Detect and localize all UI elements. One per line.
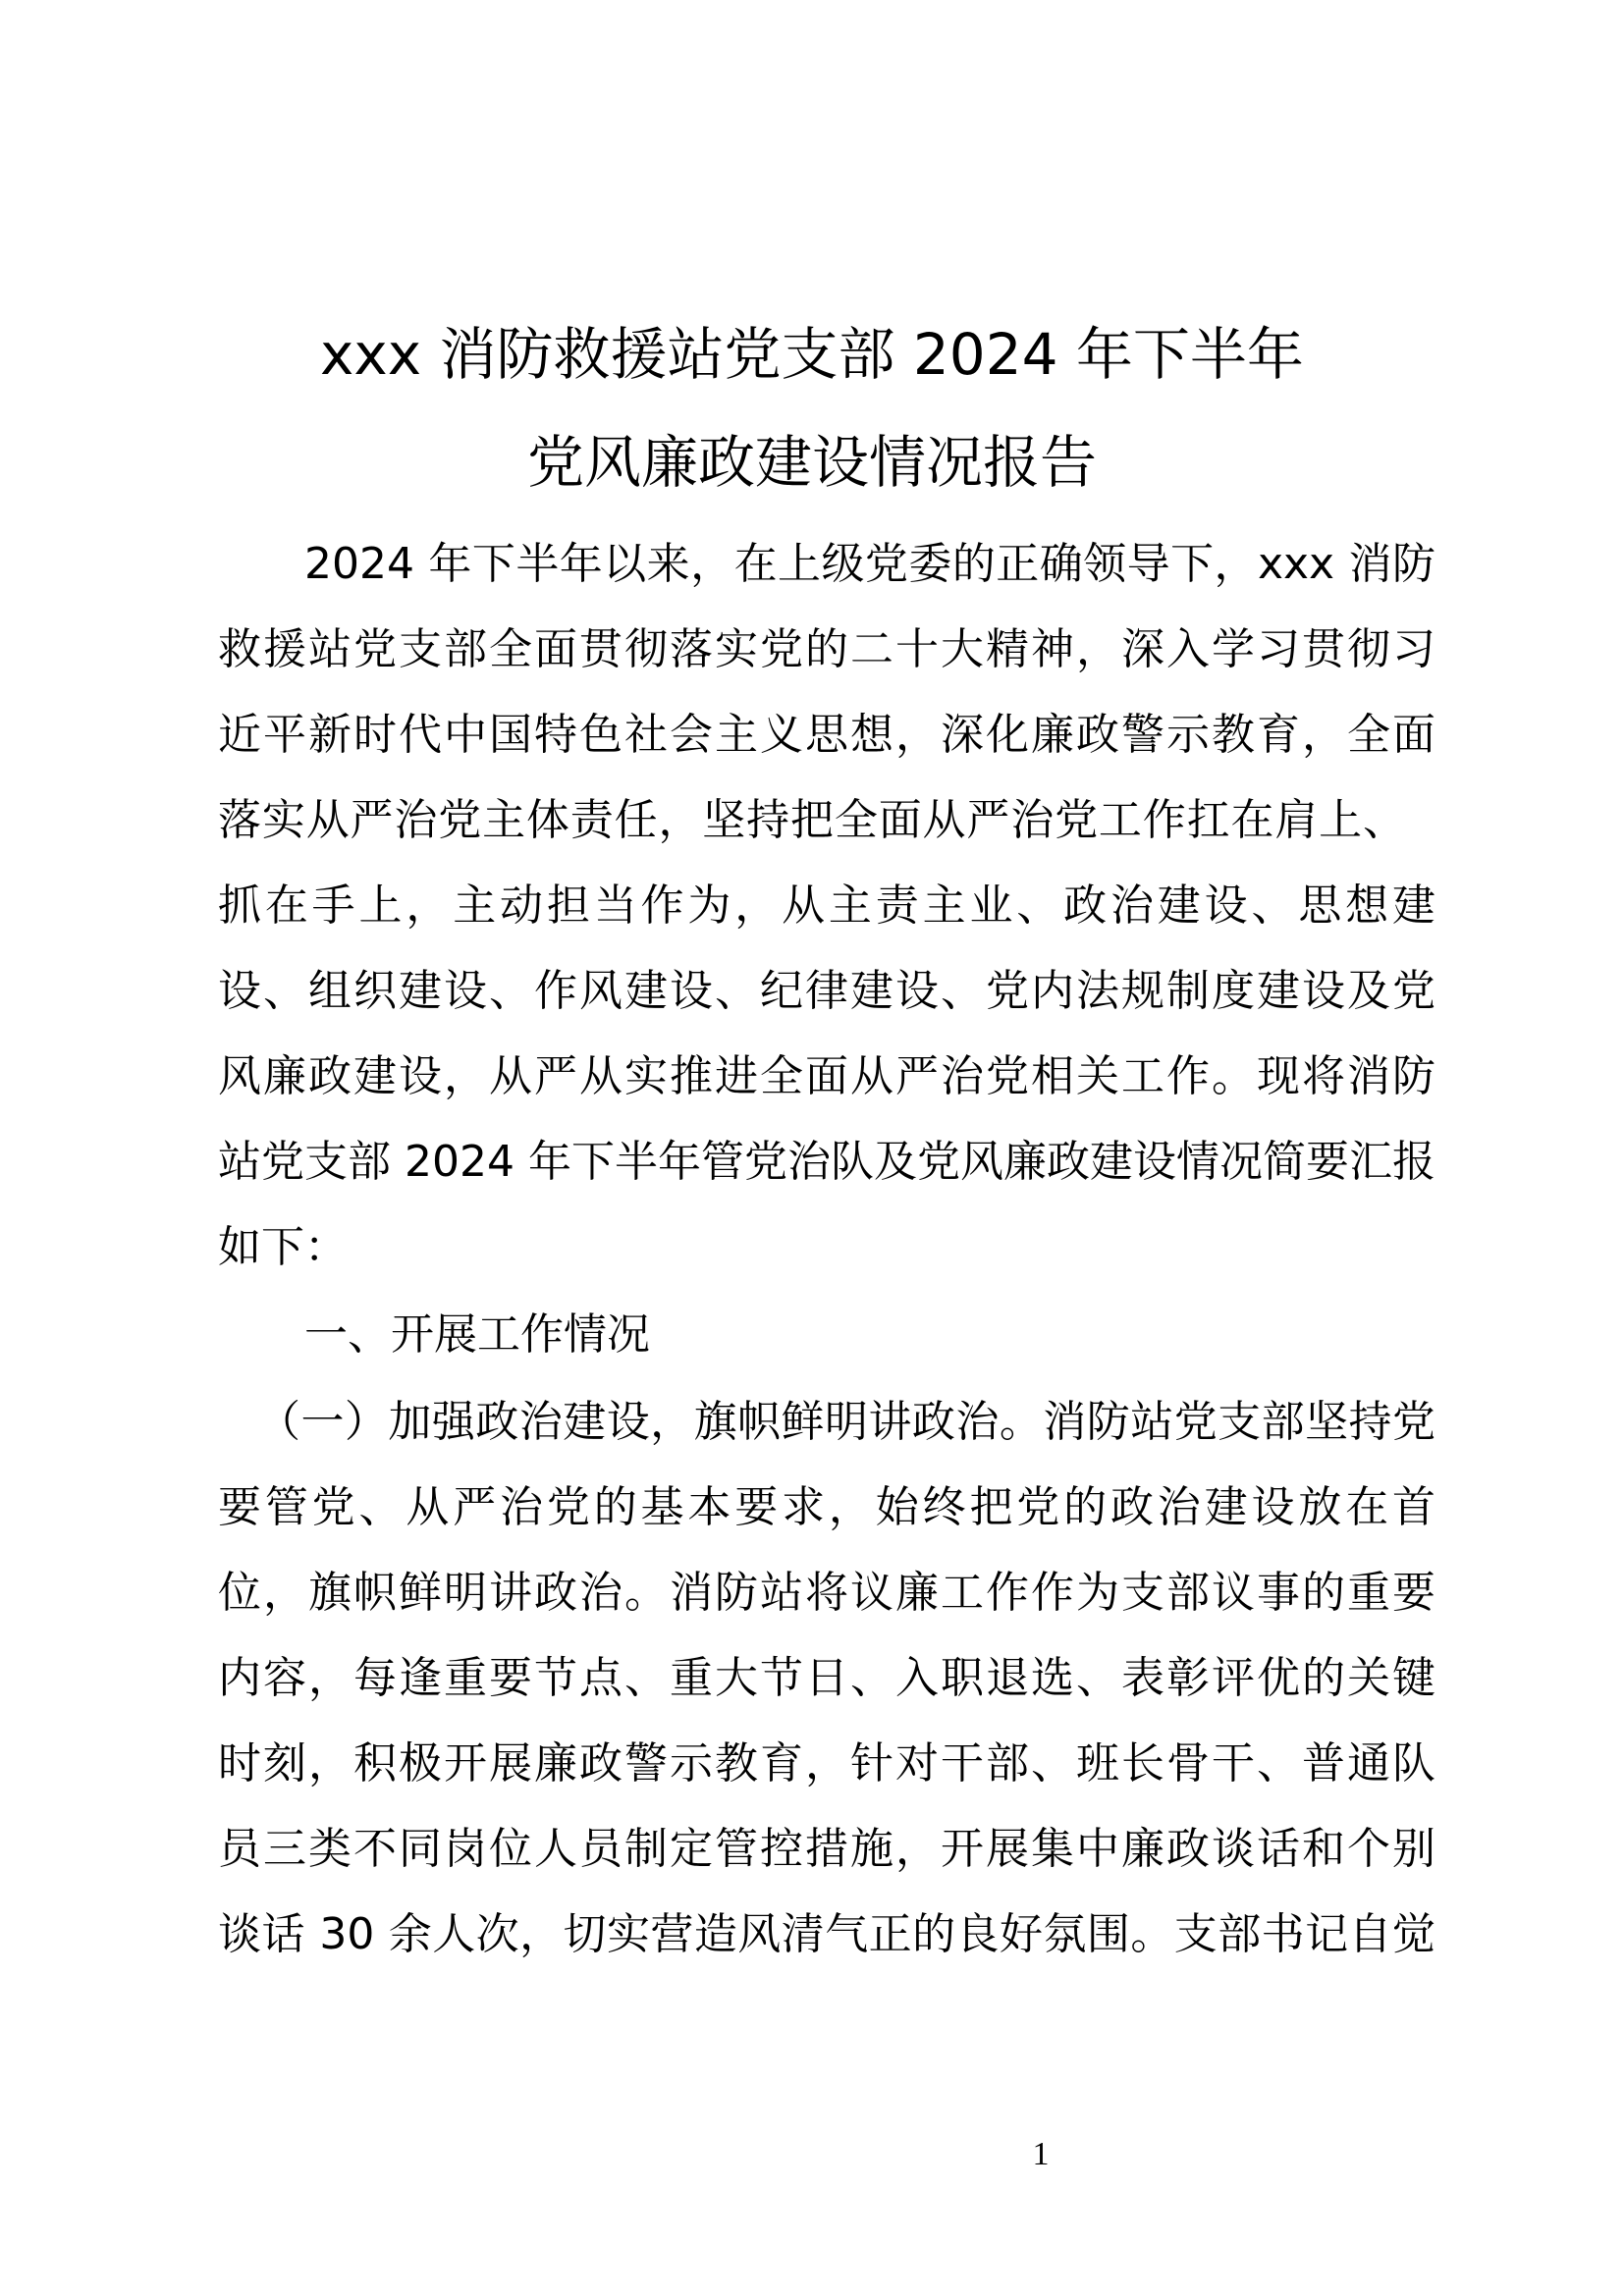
- subsection-1-line-6: 员三类不同岗位人员制定管控措施，开展集中廉政谈话和个别: [218, 1824, 1435, 1874]
- intro-line-9: 如下：: [218, 1222, 348, 1272]
- document-title-line-2: 党风廉政建设情况报告: [526, 429, 1097, 496]
- intro-line-3: 近平新时代中国特色社会主义思想，深化廉政警示教育，全面: [218, 710, 1435, 760]
- intro-line-6: 设、组织建设、作风建设、纪律建设、党内法规制度建设及党: [218, 966, 1435, 1016]
- intro-line-8: 站党支部 2024 年下半年管党治队及党风廉政建设情况简要汇报: [218, 1137, 1435, 1187]
- intro-line-2: 救援站党支部全面贯彻落实党的二十大精神，深入学习贯彻习: [218, 624, 1435, 674]
- intro-line-7: 风廉政建设，从严从实推进全面从严治党相关工作。现将消防: [218, 1051, 1435, 1101]
- intro-line-5: 抓在手上，主动担当作为，从主责主业、政治建设、思想建: [218, 881, 1435, 931]
- subsection-1-line-3: 位，旗帜鲜明讲政治。消防站将议廉工作作为支部议事的重要: [218, 1568, 1435, 1618]
- subsection-1-line-7: 谈话 30 余人次，切实营造风清气正的良好氛围。支部书记自觉: [218, 1909, 1435, 1959]
- intro-line-4: 落实从严治党主体责任，坚持把全面从严治党工作扛在肩上、: [218, 795, 1406, 845]
- page-number: 1: [1032, 2136, 1050, 2172]
- subsection-1-line-4: 内容，每逢重要节点、重大节日、入职退选、表彰评优的关键: [218, 1653, 1435, 1703]
- subsection-1-line-5: 时刻，积极开展廉政警示教育，针对干部、班长骨干、普通队: [218, 1738, 1435, 1789]
- subsection-1-line-1: （一）加强政治建设，旗帜鲜明讲政治。消防站党支部坚持党: [257, 1397, 1435, 1447]
- intro-line-1: 2024 年下半年以来，在上级党委的正确领导下，xxx 消防: [304, 539, 1435, 589]
- document-title-line-1: xxx 消防救援站党支部 2024 年下半年: [320, 321, 1304, 388]
- section-heading-1: 一、开展工作情况: [304, 1309, 650, 1360]
- subsection-1-line-2: 要管党、从严治党的基本要求，始终把党的政治建设放在首: [218, 1482, 1435, 1532]
